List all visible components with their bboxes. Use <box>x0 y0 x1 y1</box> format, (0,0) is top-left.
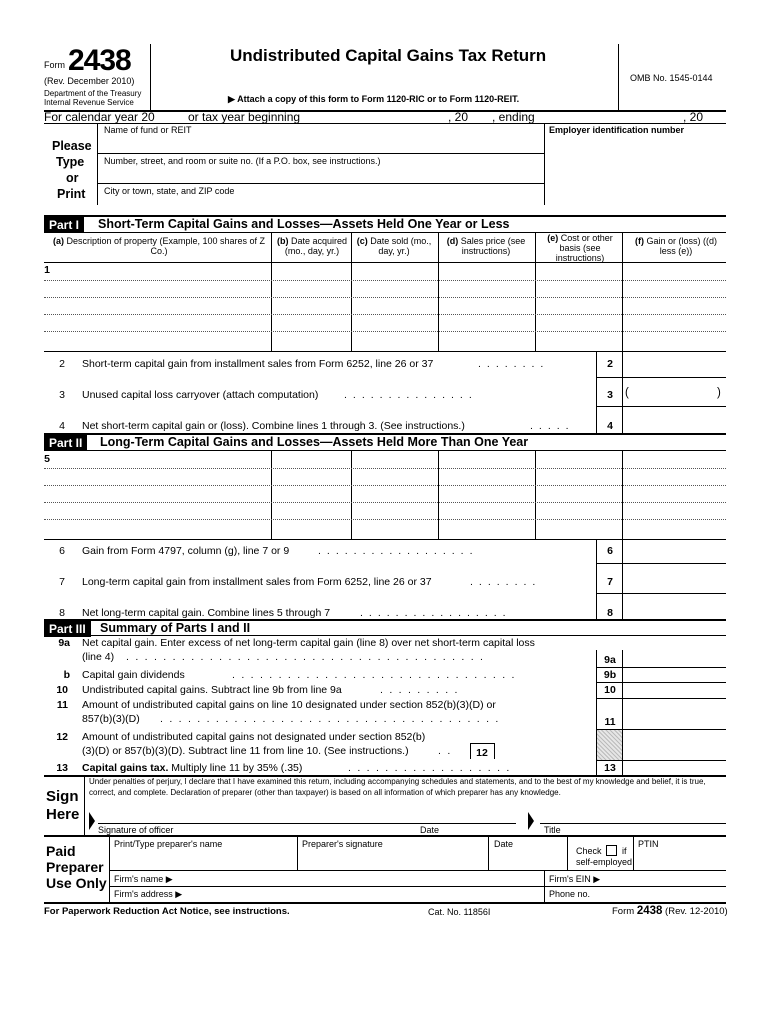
signature-of-officer-label: Signature of officer <box>98 825 174 835</box>
line-13-text: Capital gains tax. Multiply line 11 by 35% (.35) <box>82 762 303 774</box>
firm-ein-label: Firm's EIN ▶ <box>549 874 601 884</box>
line-3-paren-open: ( <box>625 387 629 399</box>
perjury-statement-2: correct, and complete. Declaration of preparer (other than taxpayer) is based on all information of which preparer has any knowledge. <box>89 788 561 797</box>
sign-arrow-icon <box>89 812 95 830</box>
agency: Internal Revenue Service <box>44 98 134 107</box>
firm-address-field[interactable] <box>190 888 540 901</box>
line-5-cost-basis-field[interactable] <box>538 453 619 537</box>
firm-address-label: Firm's address ▶ <box>114 889 183 899</box>
firm-name-field[interactable] <box>180 872 540 885</box>
line-8-text: Net long-term capital gain. Combine lines 5 through 7 <box>82 607 331 619</box>
self-employed-label: self-employed <box>576 857 633 867</box>
line-12-text-2: (3)(D) or 857(b)(3)(D). Subtract line 11 from line 10. (See instructions.) <box>82 745 409 757</box>
line-3-paren-close: ) <box>717 387 721 399</box>
preparer-name-label: Print/Type preparer's name <box>114 839 223 849</box>
line-1-cost-basis-field[interactable] <box>538 265 619 349</box>
line-12-number: 12 <box>56 731 68 743</box>
line-8-number: 8 <box>59 607 65 619</box>
line-5-sales-price-field[interactable] <box>441 453 532 537</box>
if-label: if <box>622 846 627 856</box>
sign-date-label: Date <box>420 825 440 835</box>
omb-number: OMB No. 1545-0144 <box>630 73 713 83</box>
line-13-number: 13 <box>56 762 68 774</box>
line-4-amount-field[interactable] <box>625 414 724 431</box>
ending-label: , ending <box>492 110 535 124</box>
or-label: or <box>66 171 79 185</box>
line-11-box: 11 <box>604 716 616 728</box>
line-1-number: 1 <box>44 264 50 276</box>
line-13-amount-field[interactable] <box>625 761 724 774</box>
line-1-sales-price-field[interactable] <box>441 265 532 349</box>
street-address-field[interactable] <box>104 167 540 181</box>
line-12-box: 12 <box>476 747 488 759</box>
col-e-header: (e) Cost or other basis (see instructions) <box>547 233 613 263</box>
phone-label: Phone no. <box>549 889 591 899</box>
use-only-label: Use Only <box>46 875 107 891</box>
officer-date-field[interactable] <box>418 806 518 822</box>
line-7-amount-field[interactable] <box>625 573 724 591</box>
officer-title-field[interactable] <box>542 806 722 822</box>
part-3-label: Part III <box>44 621 91 637</box>
line-6-number: 6 <box>59 545 65 557</box>
city-state-zip-field[interactable] <box>104 196 540 205</box>
line-11-text-2: 857(b)(3)(D) <box>82 713 140 725</box>
department: Department of the Treasury <box>44 89 142 98</box>
line-8-amount-field[interactable] <box>625 601 724 618</box>
part-1-title: Short-Term Capital Gains and Losses—Assets Held One Year or Less <box>98 217 510 231</box>
line-10-number: 10 <box>56 684 68 696</box>
self-employed-checkbox[interactable] <box>606 845 617 856</box>
please-label: Please <box>52 139 92 153</box>
catalog-number: Cat. No. 11856I <box>428 907 491 917</box>
ein-field[interactable] <box>549 136 724 152</box>
line-2-text: Short-term capital gain from installment sales from Form 6252, line 26 or 37 <box>82 358 434 370</box>
line-1-description-field[interactable] <box>48 265 268 349</box>
type-label: Type <box>56 155 85 169</box>
line-9b-number: b <box>63 669 70 681</box>
street-address-label: Number, street, and room or suite no. (If a P.O. box, see instructions.) <box>104 156 381 166</box>
preparer-label: Preparer <box>46 859 104 875</box>
preparer-name-field[interactable] <box>114 851 294 867</box>
preparer-date-label: Date <box>494 839 514 849</box>
part-2-title: Long-Term Capital Gains and Losses—Assets Held More Than One Year <box>100 435 529 449</box>
here-label: Here <box>46 806 80 823</box>
ptin-label: PTIN <box>638 839 659 849</box>
line-3-box: 3 <box>607 389 613 401</box>
print-label: Print <box>57 187 86 201</box>
line-11-amount-field[interactable] <box>625 712 724 728</box>
form-label: Form <box>44 60 65 70</box>
attach-instruction: ▶ Attach a copy of this form to Form 1120-RIC or to Form 1120-REIT. <box>228 94 520 104</box>
line-10-box: 10 <box>604 684 616 696</box>
line-9a-number: 9a <box>58 637 70 649</box>
year-20-label: , 20 <box>448 110 469 124</box>
ein-label: Employer identification number <box>549 125 685 135</box>
preparer-signature-label: Preparer's signature <box>302 839 383 849</box>
check-label: Check <box>576 846 602 856</box>
line-8-box: 8 <box>607 607 613 619</box>
sign-title-label: Title <box>544 825 561 835</box>
line-5-number: 5 <box>44 453 50 465</box>
line-2-number: 2 <box>59 358 65 370</box>
line-11-number: 11 <box>56 699 68 711</box>
line-12-shaded-area <box>597 730 622 760</box>
line-12-text-1: Amount of undistributed capital gains not designated under section 852(b) <box>82 731 426 743</box>
line-2-box: 2 <box>607 358 613 370</box>
calendar-year-label: For calendar year 20 <box>44 110 155 124</box>
part-3-title: Summary of Parts I and II <box>100 621 251 635</box>
line-5-description-field[interactable] <box>48 453 268 537</box>
form-number: 2438 <box>68 44 131 77</box>
line-11-text-1: Amount of undistributed capital gains on line 10 designated under section 852(b)(3)(D) or <box>82 699 496 711</box>
line-1-date-sold-field[interactable] <box>354 265 435 349</box>
line-10-text: Undistributed capital gains. Subtract line 9b from line 9a <box>82 684 342 696</box>
line-9b-box: 9b <box>603 669 617 681</box>
line-5-date-sold-field[interactable] <box>354 453 435 537</box>
line-12-amount-field[interactable] <box>496 742 594 759</box>
officer-signature-field[interactable] <box>100 806 410 822</box>
line-9b-amount-field[interactable] <box>625 668 724 682</box>
line-4-text: Net short-term capital gain or (loss). Combine lines 1 through 3. (See instructions.) <box>82 420 465 432</box>
line-5-date-acquired-field[interactable] <box>274 453 348 537</box>
line-3-amount-field[interactable] <box>632 386 714 404</box>
perjury-statement-1: Under penalties of perjury, I declare that I have examined this return, including accompanying schedules and statements, and to the best of my knowledge and belief, it is true, <box>89 777 706 786</box>
firm-ein-field[interactable] <box>610 872 724 885</box>
phone-field[interactable] <box>596 888 724 901</box>
part-1-label: Part I <box>44 217 84 233</box>
ptin-field[interactable] <box>638 851 724 867</box>
line-9a-box: 9a <box>604 654 616 666</box>
city-state-zip-label: City or town, state, and ZIP code <box>104 186 235 196</box>
col-c-header: (c) Date sold (mo., day, yr.) <box>356 236 432 256</box>
line-10-amount-field[interactable] <box>625 683 724 697</box>
line-7-number: 7 <box>59 576 65 588</box>
col-d-header: (d) Sales price (see instructions) <box>446 236 526 256</box>
firm-name-label: Firm's name ▶ <box>114 874 173 884</box>
sign-label: Sign <box>46 788 79 805</box>
preparer-signature-field[interactable] <box>302 851 484 867</box>
line-13-box: 13 <box>604 762 616 774</box>
form-title: Undistributed Capital Gains Tax Return <box>230 46 547 65</box>
line-3-number: 3 <box>59 389 65 401</box>
footer-form-id: Form 2438 (Rev. 12-2010) <box>612 905 728 917</box>
line-9b-text: Capital gain dividends <box>82 669 185 681</box>
line-6-text: Gain from Form 4797, column (g), line 7 or 9 <box>82 545 290 557</box>
line-2-amount-field[interactable] <box>625 356 724 374</box>
title-arrow-icon <box>528 812 534 830</box>
col-f-header: (f) Gain or (loss) ((d) less (e)) <box>634 236 717 256</box>
line-6-box: 6 <box>607 545 613 557</box>
revision-date: (Rev. December 2010) <box>44 76 135 86</box>
fund-name-label: Name of fund or REIT <box>104 125 192 135</box>
line-6-amount-field[interactable] <box>625 543 724 561</box>
line-3-text: Unused capital loss carryover (attach computation) <box>82 389 319 401</box>
year-20-end-label: , 20 <box>683 110 704 124</box>
line-5-gain-loss-field[interactable] <box>625 453 724 537</box>
line-9a-text-2: (line 4) <box>82 651 115 663</box>
fund-name-field[interactable] <box>104 136 540 152</box>
line-9a-amount-field[interactable] <box>625 652 724 666</box>
line-1-date-acquired-field[interactable] <box>274 265 348 349</box>
line-7-text: Long-term capital gain from installment sales from Form 6252, line 26 or 37 <box>82 576 432 588</box>
col-b-header: (b) Date acquired (mo., day, yr.) <box>276 236 348 256</box>
paperwork-notice: For Paperwork Reduction Act Notice, see instructions. <box>44 906 290 917</box>
tax-year-beginning-label: or tax year beginning <box>188 110 301 124</box>
line-9a-text-1: Net capital gain. Enter excess of net long-term capital gain (line 8) over net short-term capital loss <box>82 637 535 649</box>
part-2-label: Part II <box>44 435 87 451</box>
line-4-number: 4 <box>59 420 65 432</box>
paid-label: Paid <box>46 843 76 859</box>
col-a-header: (a) Description of property (Example, 100 shares of Z Co.) <box>52 236 266 256</box>
preparer-date-field[interactable] <box>494 851 564 867</box>
line-4-box: 4 <box>607 420 613 432</box>
line-1-gain-loss-field[interactable] <box>625 265 724 349</box>
line-7-box: 7 <box>607 576 613 588</box>
